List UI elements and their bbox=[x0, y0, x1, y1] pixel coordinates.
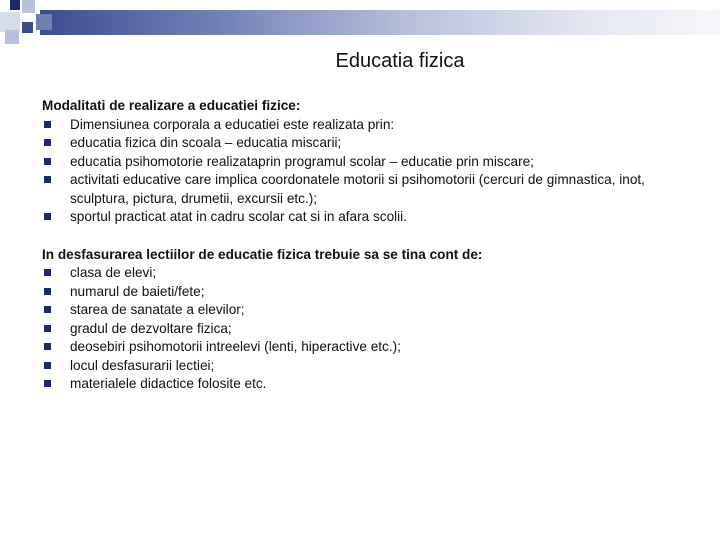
deco-square bbox=[10, 0, 20, 10]
square-bullet-icon bbox=[44, 325, 51, 332]
list-item: locul desfasurarii lectiei; bbox=[42, 357, 682, 376]
square-bullet-icon bbox=[44, 158, 51, 165]
square-bullet-icon bbox=[44, 139, 51, 146]
deco-square bbox=[22, 0, 35, 13]
list-item: Dimensiunea corporala a educatiei este realizata prin: bbox=[42, 116, 682, 135]
list-item: clasa de elevi; bbox=[42, 264, 682, 283]
list-item: educatia fizica din scoala – educatia miscarii; bbox=[42, 134, 682, 153]
square-bullet-icon bbox=[44, 121, 51, 128]
bullet-list bbox=[42, 264, 682, 394]
slide-title: Educatia fizica bbox=[335, 50, 465, 72]
list-item: activitati educative care implica coordonatele motorii si psihomotorii (cercuri de gimnastica, inot, sculptura, pictura, drumetii, excursii etc.); bbox=[42, 171, 682, 208]
slide-content bbox=[42, 97, 682, 394]
list-item: materialele didactice folosite etc. bbox=[42, 375, 682, 394]
bullet-list bbox=[42, 116, 682, 227]
list-item: starea de sanatate a elevilor; bbox=[42, 301, 682, 320]
section-heading: Modalitati de realizare a educatiei fizice: bbox=[42, 98, 301, 113]
list-item: educatia psihomotorie realizataprin programul scolar – educatie prin miscare; bbox=[42, 153, 682, 172]
section-heading: In desfasurarea lectiilor de educatie fizica trebuie sa se tina cont de: bbox=[42, 246, 483, 262]
square-bullet-icon bbox=[44, 362, 51, 369]
list-item: sportul practicat atat in cadru scolar cat si in afara scolii. bbox=[42, 208, 682, 227]
deco-square bbox=[0, 12, 20, 32]
square-bullet-icon bbox=[44, 343, 51, 350]
deco-square bbox=[22, 22, 33, 33]
section-spacer bbox=[42, 227, 682, 246]
square-bullet-icon bbox=[44, 306, 51, 313]
deco-square bbox=[36, 14, 52, 30]
deco-square bbox=[5, 30, 19, 44]
list-item: deosebiri psihomotorii intreelevi (lenti, hiperactive etc.); bbox=[42, 338, 682, 357]
square-bullet-icon bbox=[44, 176, 51, 183]
square-bullet-icon bbox=[44, 288, 51, 295]
list-item: gradul de dezvoltare fizica; bbox=[42, 320, 682, 339]
header-gradient-bar bbox=[40, 10, 720, 35]
list-item: numarul de baieti/fete; bbox=[42, 283, 682, 302]
square-bullet-icon bbox=[44, 269, 51, 276]
square-bullet-icon bbox=[44, 213, 51, 220]
square-bullet-icon bbox=[44, 380, 51, 387]
